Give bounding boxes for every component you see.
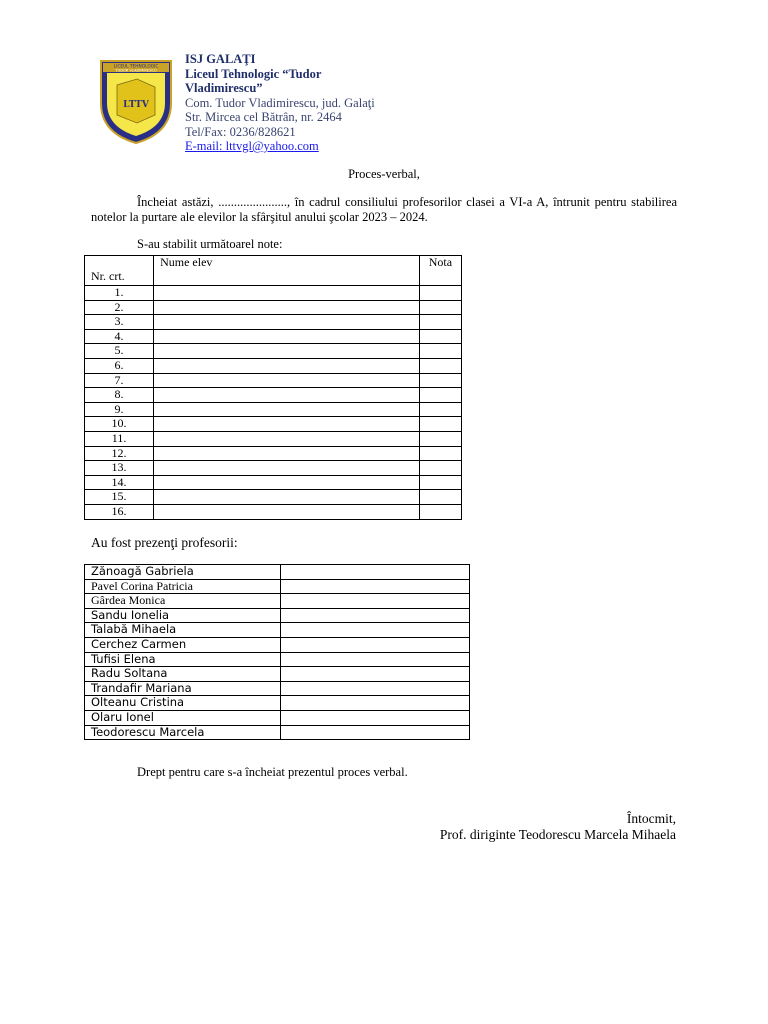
grade-cell[interactable] [419,315,461,330]
teacher-name: Olaru Ionel [85,710,281,725]
grades-table [84,255,462,520]
table-row [85,329,462,344]
list-item [85,725,470,740]
row-number: 6. [85,358,154,373]
teacher-name: Zănoagă Gabriela [85,565,281,580]
phone-fax: Tel/Fax: 0236/828621 [185,124,296,139]
teachers-table [84,564,470,740]
row-number: 14. [85,475,154,490]
teacher-name: Talabă Mihaela [85,623,281,638]
row-number: 11. [85,431,154,446]
logo-text: LTTV [123,100,149,110]
table-row [85,300,462,315]
table-row [85,475,462,490]
header-nr: Nr. crt. [85,256,154,286]
student-name-cell[interactable] [154,329,420,344]
row-number: 7. [85,373,154,388]
table-row [85,490,462,505]
student-name-cell[interactable] [154,431,420,446]
address-line2: Str. Mircea cel Bătrân, nr. 2464 [185,110,342,124]
teacher-signature-cell[interactable] [281,696,470,711]
table-row [85,388,462,403]
inspectorate-name: ISJ GALAŢI [185,52,256,66]
teacher-signature-cell[interactable] [281,565,470,580]
signer-name: Prof. diriginte Teodorescu Marcela Mihaela [439,827,676,842]
teacher-name: Pavel Corina Patricia [85,579,281,594]
grade-cell[interactable] [419,358,461,373]
teacher-signature-cell[interactable] [281,725,470,740]
teacher-name: Sandu Ionelia [85,608,281,623]
teacher-name: Gârdea Monica [85,594,281,609]
teacher-signature-cell[interactable] [281,652,470,667]
grade-cell[interactable] [419,475,461,490]
teacher-name: Tufisi Elena [85,652,281,667]
present-intro: Au fost prezenţi profesorii: [91,535,238,550]
teacher-name: Trandafir Mariana [85,681,281,696]
school-header [185,52,375,154]
student-name-cell[interactable] [154,388,420,403]
list-item [85,623,470,638]
table-row [85,344,462,359]
header-name: Nume elev [154,256,420,286]
row-number: 3. [85,315,154,330]
table-row [85,286,462,301]
student-name-cell[interactable] [154,461,420,476]
address-line1: Com. Tudor Vladimirescu, jud. Galaţi [185,95,375,110]
teacher-name: Radu Soltana [85,667,281,682]
student-name-cell[interactable] [154,286,420,301]
list-item [85,637,470,652]
list-item [85,579,470,594]
row-number: 2. [85,300,154,315]
grade-cell[interactable] [419,388,461,403]
table-row [85,373,462,388]
list-item [85,710,470,725]
student-name-cell[interactable] [154,373,420,388]
list-item [85,565,470,580]
row-number: 9. [85,402,154,417]
grade-cell[interactable] [419,490,461,505]
grade-cell[interactable] [419,446,461,461]
sign-label: Întocmit, [626,811,676,826]
row-number: 5. [85,344,154,359]
grade-cell[interactable] [419,402,461,417]
grade-cell[interactable] [419,300,461,315]
table-row [85,461,462,476]
row-number: 15. [85,490,154,505]
intro-paragraph: Încheiat astăzi, ......................, în cadrul consiliului profesorilor clasei a VI-a A, întrunit pentru stabilirea notelor la purtare ale elevilor la sfârşitul anului şcolar 2023 – 2024. [91,195,677,224]
student-name-cell[interactable] [154,315,420,330]
teacher-signature-cell[interactable] [281,637,470,652]
logo-text: LICEUL TEHNOLOGIC [113,64,159,70]
list-item [85,681,470,696]
grade-cell[interactable] [419,431,461,446]
signature-block [440,811,676,843]
teacher-signature-cell[interactable] [281,579,470,594]
school-name-line1: Liceul Tehnologic “Tudor [185,66,322,81]
student-name-cell[interactable] [154,402,420,417]
school-crest-logo [97,55,175,145]
teacher-name: Teodorescu Marcela [85,725,281,740]
table-row [85,417,462,432]
teacher-signature-cell[interactable] [281,608,470,623]
grades-intro: S-au stabilit următoarel note: [137,237,283,251]
row-number: 13. [85,461,154,476]
teacher-signature-cell[interactable] [281,681,470,696]
grade-cell[interactable] [419,329,461,344]
list-item [85,667,470,682]
logo-text: TUDOR VLADIMIRESCU [115,68,157,73]
row-number: 16. [85,504,154,519]
student-name-cell[interactable] [154,300,420,315]
student-name-cell[interactable] [154,344,420,359]
header-grade: Nota [419,256,461,286]
grade-cell[interactable] [419,504,461,519]
list-item [85,652,470,667]
grade-cell[interactable] [419,344,461,359]
row-number: 10. [85,417,154,432]
closing-statement: Drept pentru care s-a încheiat prezentul proces verbal. [137,765,408,779]
teacher-name: Cerchez Carmen [85,637,281,652]
table-row [85,446,462,461]
teacher-signature-cell[interactable] [281,623,470,638]
email-link[interactable]: E-mail: lttvgl@yahoo.com [185,139,319,153]
student-name-cell[interactable] [154,490,420,505]
grade-cell[interactable] [419,461,461,476]
student-name-cell[interactable] [154,504,420,519]
document-title: Proces-verbal, [348,167,420,181]
teacher-name: Olteanu Cristina [85,696,281,711]
table-header-row [85,256,462,286]
row-number: 1. [85,286,154,301]
list-item [85,608,470,623]
school-name-line2: Vladimirescu” [185,81,263,95]
table-row [85,358,462,373]
grade-cell[interactable] [419,286,461,301]
teacher-signature-cell[interactable] [281,710,470,725]
row-number: 12. [85,446,154,461]
student-name-cell[interactable] [154,475,420,490]
row-number: 8. [85,388,154,403]
teacher-signature-cell[interactable] [281,667,470,682]
student-name-cell[interactable] [154,358,420,373]
teacher-signature-cell[interactable] [281,594,470,609]
grade-cell[interactable] [419,373,461,388]
student-name-cell[interactable] [154,446,420,461]
table-row [85,315,462,330]
table-row [85,504,462,519]
grade-cell[interactable] [419,417,461,432]
table-row [85,402,462,417]
list-item [85,594,470,609]
student-name-cell[interactable] [154,417,420,432]
row-number: 4. [85,329,154,344]
table-row [85,431,462,446]
list-item [85,696,470,711]
